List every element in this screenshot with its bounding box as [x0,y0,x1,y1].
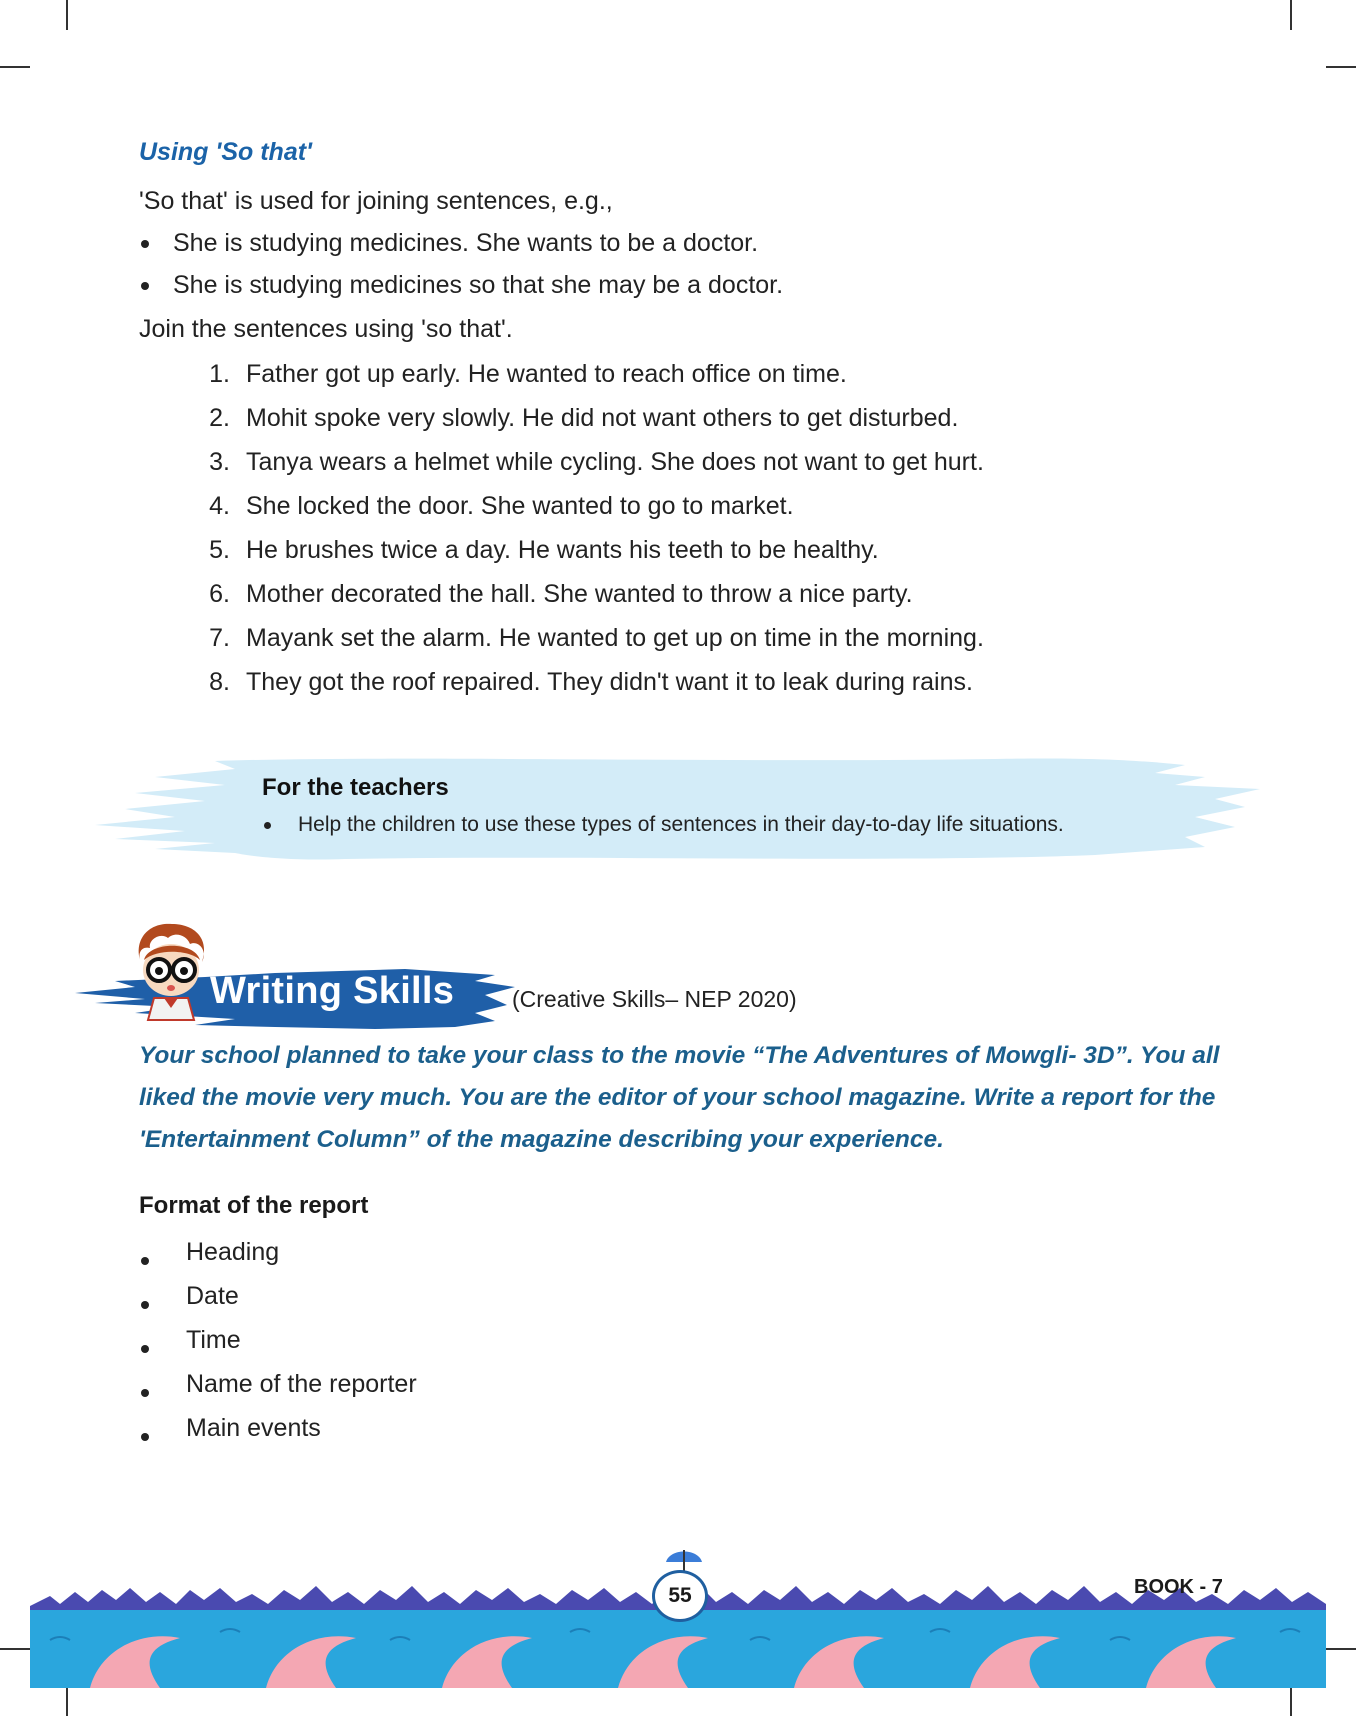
writing-skills-subtitle: (Creative Skills– NEP 2020) [512,986,797,1012]
format-item: Name of the reporter [186,1370,417,1398]
format-item: Main events [186,1414,321,1442]
format-item: Time [186,1326,241,1354]
intro-text: 'So that' is used for joining sentences, e.g., [139,187,613,215]
crop-mark [1290,0,1292,30]
exercise-item: He brushes twice a day. He wants his teeth to be healthy. [246,536,879,564]
bullet-icon [141,282,149,290]
item-number: 8. [209,668,230,696]
section-heading: Using 'So that' [139,138,312,166]
example-sentence: She is studying medicines so that she may be a doctor. [173,271,784,299]
item-number: 6. [209,580,230,608]
bullet-icon [141,1301,149,1309]
item-number: 7. [209,624,230,652]
format-item: Heading [186,1238,280,1266]
crop-mark [0,66,30,68]
crop-mark [66,1686,68,1716]
exercise-item: Father got up early. He wanted to reach office on time. [246,360,847,388]
crop-mark [1326,1648,1356,1650]
crop-mark [66,0,68,30]
example-sentence: She is studying medicines. She wants to be a doctor. [173,229,759,257]
format-heading: Format of the report [139,1192,369,1219]
bullet-icon [264,822,271,829]
item-number: 2. [209,404,230,432]
bullet-icon [141,240,149,248]
writing-task-prompt: Your school planned to take your class to the movie “The Adventures of Mowgli- 3D”. You all liked the movie very much. You are the editor of your school magazine. Write a report for the 'Entertainment Column” of the magazine describing your experience. [139,1042,1220,1153]
crop-mark [1290,1686,1292,1716]
writing-skills-title: Writing Skills [210,970,455,1012]
crop-mark [0,1648,30,1650]
boy-mascot-icon [128,920,214,1030]
exercise-item: Mohit spoke very slowly. He did not want others to get disturbed. [246,404,959,432]
teacher-note-title: For the teachers [262,774,449,801]
item-number: 4. [209,492,230,520]
item-number: 5. [209,536,230,564]
page-number: 55 [652,1570,708,1622]
item-number: 3. [209,448,230,476]
exercise-item: Tanya wears a helmet while cycling. She does not want to get hurt. [246,448,984,476]
teacher-note-background [95,755,1260,863]
format-item: Date [186,1282,239,1310]
book-label: BOOK - 7 [1134,1576,1223,1598]
crop-mark [1326,66,1356,68]
exercise-item: Mayank set the alarm. He wanted to get up on time in the morning. [246,624,984,652]
bullet-icon [141,1433,149,1441]
bullet-icon [141,1389,149,1397]
exercise-item: They got the roof repaired. They didn't want it to leak during rains. [246,668,973,696]
teacher-note-text: Help the children to use these types of sentences in their day-to-day life situations. [298,813,1064,836]
item-number: 1. [209,360,230,388]
exercise-instruction: Join the sentences using 'so that'. [139,315,513,343]
bullet-icon [141,1257,149,1265]
exercise-item: She locked the door. She wanted to go to market. [246,492,794,520]
exercise-item: Mother decorated the hall. She wanted to throw a nice party. [246,580,913,608]
bullet-icon [141,1345,149,1353]
